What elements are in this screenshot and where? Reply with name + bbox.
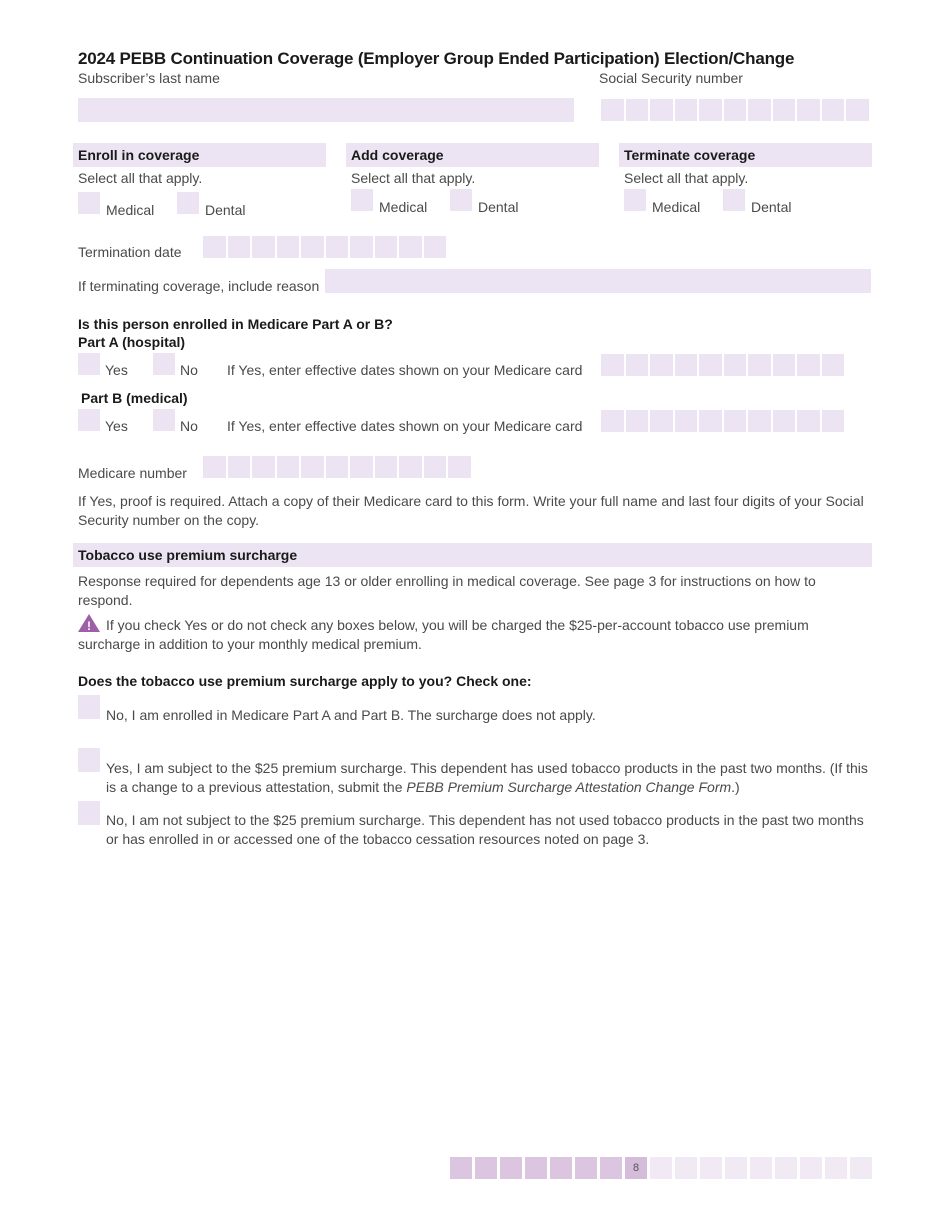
termination-date-box[interactable]: [375, 236, 398, 258]
part-a-yes-checkbox[interactable]: [78, 353, 100, 375]
termination-date-input[interactable]: [203, 236, 446, 258]
page-marker-completed: [575, 1157, 597, 1179]
tobacco-warning-text: If you check Yes or do not check any boxes below, you will be charged the $25-per-account tobacco use premium surcharge in addition to your monthly medical premium.: [78, 617, 809, 652]
medicare-proof-note: If Yes, proof is required. Attach a copy of their Medicare card to this form. Write your full name and last four digits of your Social Security number on the copy.: [78, 493, 864, 528]
last-name-label: Subscriber’s last name: [78, 70, 220, 86]
part-a-date-box[interactable]: [675, 354, 698, 376]
medicare-number-box[interactable]: [203, 456, 226, 478]
terminate-coverage-header: Terminate coverage: [619, 143, 872, 167]
page-marker-remaining: [825, 1157, 847, 1179]
tobacco-option-2-checkbox[interactable]: [78, 748, 100, 772]
enroll-medical-checkbox[interactable]: [78, 192, 100, 214]
ssn-digit-box[interactable]: [846, 99, 869, 121]
part-a-no-checkbox[interactable]: [153, 353, 175, 375]
ssn-digit-box[interactable]: [822, 99, 845, 121]
medicare-number-label: Medicare number: [78, 465, 187, 481]
tobacco-header: Tobacco use premium surcharge: [73, 543, 872, 567]
part-b-date-box[interactable]: [748, 410, 771, 432]
part-b-yes-checkbox[interactable]: [78, 409, 100, 431]
part-b-dates-label: If Yes, enter effective dates shown on your Medicare card: [227, 418, 583, 434]
ssn-digit-box[interactable]: [724, 99, 747, 121]
part-b-date-box[interactable]: [650, 410, 673, 432]
part-a-yes-label: Yes: [105, 362, 128, 378]
page-marker-completed: [550, 1157, 572, 1179]
page-marker-completed: [475, 1157, 497, 1179]
tobacco-option-2-text: Yes, I am subject to the $25 premium surcharge. This dependent has used tobacco products in the past two months. (If this is a change to a previous attestation, submit the: [106, 760, 868, 795]
part-b-date-box[interactable]: [822, 410, 845, 432]
add-dental-checkbox[interactable]: [450, 189, 472, 211]
part-a-date-box[interactable]: [822, 354, 845, 376]
part-b-date-box[interactable]: [675, 410, 698, 432]
ssn-digit-box[interactable]: [675, 99, 698, 121]
form-title: 2024 PEBB Continuation Coverage (Employer Group Ended Participation) Election/Change: [78, 49, 795, 68]
part-a-no-label: No: [180, 362, 198, 378]
ssn-input[interactable]: [601, 99, 869, 121]
part-a-date-box[interactable]: [699, 354, 722, 376]
part-a-date-box[interactable]: [650, 354, 673, 376]
page-marker-remaining: [750, 1157, 772, 1179]
termination-date-box[interactable]: [252, 236, 275, 258]
page-marker-current: 8: [625, 1157, 647, 1179]
medicare-number-box[interactable]: [301, 456, 324, 478]
part-b-date-box[interactable]: [699, 410, 722, 432]
ssn-digit-box[interactable]: [626, 99, 649, 121]
enroll-dental-label: Dental: [205, 202, 246, 218]
termination-date-box[interactable]: [203, 236, 226, 258]
add-coverage-header: Add coverage: [346, 143, 599, 167]
terminate-dental-checkbox[interactable]: [723, 189, 745, 211]
medicare-number-box[interactable]: [277, 456, 300, 478]
tobacco-intro: Response required for dependents age 13 or older enrolling in medical coverage. See page 3 for instructions on how to respond.: [78, 573, 816, 608]
enroll-medical-label: Medical: [106, 202, 155, 218]
tobacco-option-1-label: No, I am enrolled in Medicare Part A and Part B. The surcharge does not apply.: [106, 707, 596, 723]
ssn-digit-box[interactable]: [773, 99, 796, 121]
medicare-number-box[interactable]: [350, 456, 373, 478]
part-a-date-box[interactable]: [748, 354, 771, 376]
termination-date-box[interactable]: [424, 236, 447, 258]
medicare-number-box[interactable]: [375, 456, 398, 478]
ssn-digit-box[interactable]: [699, 99, 722, 121]
tobacco-option-2-text-end: .): [731, 779, 740, 795]
add-medical-checkbox[interactable]: [351, 189, 373, 211]
part-a-date-box[interactable]: [601, 354, 624, 376]
tobacco-option-1-checkbox[interactable]: [78, 695, 100, 719]
part-b-date-box[interactable]: [724, 410, 747, 432]
medicare-number-box[interactable]: [326, 456, 349, 478]
terminate-medical-label: Medical: [652, 199, 701, 215]
part-a-date-box[interactable]: [626, 354, 649, 376]
part-a-dates-input[interactable]: [601, 354, 844, 376]
part-a-date-box[interactable]: [724, 354, 747, 376]
part-a-date-box[interactable]: [797, 354, 820, 376]
part-b-no-checkbox[interactable]: [153, 409, 175, 431]
medicare-number-input[interactable]: [203, 456, 471, 478]
medicare-number-box[interactable]: [252, 456, 275, 478]
part-b-date-box[interactable]: [601, 410, 624, 432]
part-b-date-box[interactable]: [626, 410, 649, 432]
terminate-hint: Select all that apply.: [624, 170, 749, 186]
termination-date-label: Termination date: [78, 244, 182, 260]
ssn-digit-box[interactable]: [601, 99, 624, 121]
part-b-date-box[interactable]: [773, 410, 796, 432]
ssn-digit-box[interactable]: [797, 99, 820, 121]
page-marker-remaining: [775, 1157, 797, 1179]
attestation-form-name: PEBB Premium Surcharge Attestation Change Form: [406, 779, 732, 795]
part-a-label: Part A (hospital): [78, 334, 186, 350]
terminate-medical-checkbox[interactable]: [624, 189, 646, 211]
page-progress-indicator: [450, 1157, 872, 1179]
termination-date-box[interactable]: [350, 236, 373, 258]
part-a-dates-label: If Yes, enter effective dates shown on your Medicare card: [227, 362, 583, 378]
part-b-dates-input[interactable]: [601, 410, 844, 432]
add-hint: Select all that apply.: [351, 170, 476, 186]
ssn-digit-box[interactable]: [748, 99, 771, 121]
page-marker-remaining: [850, 1157, 872, 1179]
page-marker-remaining: [725, 1157, 747, 1179]
enroll-dental-checkbox[interactable]: [177, 192, 199, 214]
ssn-digit-box[interactable]: [650, 99, 673, 121]
warning-triangle-icon: !: [78, 614, 100, 632]
page-marker-remaining: [650, 1157, 672, 1179]
tobacco-warning: [78, 614, 838, 654]
page-marker-completed: [600, 1157, 622, 1179]
medicare-number-box[interactable]: [448, 456, 471, 478]
page-marker-remaining: [675, 1157, 697, 1179]
termination-date-box[interactable]: [326, 236, 349, 258]
add-medical-label: Medical: [379, 199, 428, 215]
page-marker-completed: [525, 1157, 547, 1179]
part-b-no-label: No: [180, 418, 198, 434]
part-b-date-box[interactable]: [797, 410, 820, 432]
termination-date-box[interactable]: [228, 236, 251, 258]
ssn-label: Social Security number: [599, 70, 743, 86]
page-marker-remaining: [800, 1157, 822, 1179]
termination-reason-input[interactable]: [325, 269, 871, 293]
enroll-coverage-header: Enroll in coverage: [73, 143, 326, 167]
tobacco-option-3-checkbox[interactable]: [78, 801, 100, 825]
tobacco-question: Does the tobacco use premium surcharge apply to you? Check one:: [78, 673, 532, 689]
tobacco-option-2-label: [106, 759, 876, 797]
termination-date-box[interactable]: [301, 236, 324, 258]
medicare-number-box[interactable]: [399, 456, 422, 478]
page-marker-completed: [450, 1157, 472, 1179]
last-name-input[interactable]: [78, 98, 574, 122]
enroll-hint: Select all that apply.: [78, 170, 203, 186]
termination-date-box[interactable]: [277, 236, 300, 258]
part-b-yes-label: Yes: [105, 418, 128, 434]
page-marker-completed: [500, 1157, 522, 1179]
medicare-question: Is this person enrolled in Medicare Part A or B?: [78, 316, 393, 332]
terminate-dental-label: Dental: [751, 199, 792, 215]
part-a-date-box[interactable]: [773, 354, 796, 376]
add-dental-label: Dental: [478, 199, 519, 215]
termination-date-box[interactable]: [399, 236, 422, 258]
tobacco-option-3-label: No, I am not subject to the $25 premium surcharge. This dependent has not used tobacco products in the past two months or has enrolled in or accessed one of the tobacco cessation resources noted on page 3.: [106, 812, 864, 847]
medicare-number-box[interactable]: [228, 456, 251, 478]
termination-reason-label: If terminating coverage, include reason: [78, 278, 320, 294]
part-b-label: Part B (medical): [81, 390, 188, 406]
medicare-number-box[interactable]: [424, 456, 447, 478]
page-marker-remaining: [700, 1157, 722, 1179]
